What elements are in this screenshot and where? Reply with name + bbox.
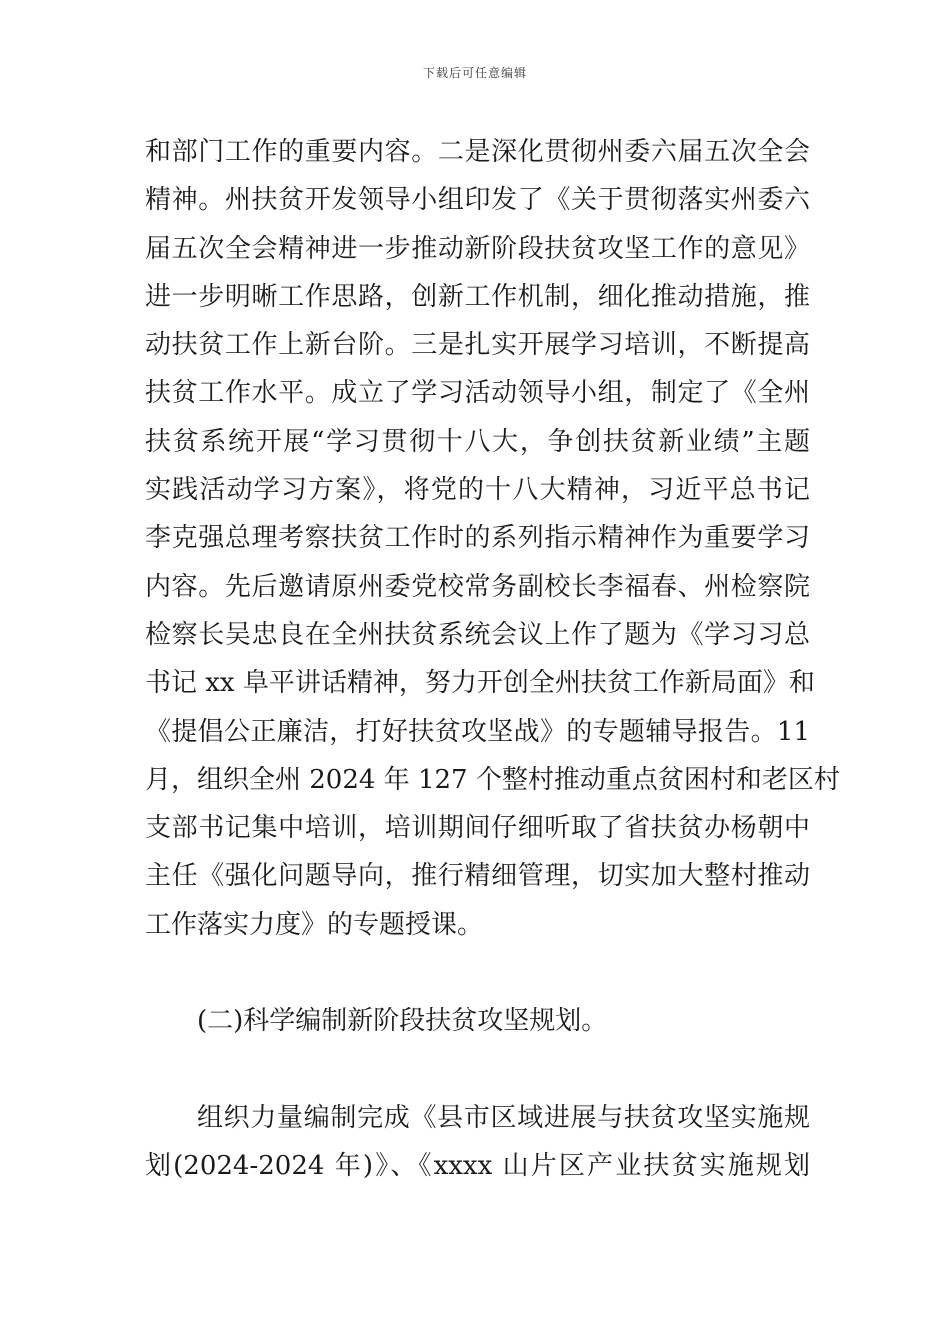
text-line: 届五次全会精神进一步推动新阶段扶贫攻坚工作的意见》 — [145, 233, 810, 264]
page-header-note: 下载后可任意编辑 — [422, 66, 527, 80]
text-line: 检察长吴忠良在全州扶贫系统会议上作了题为《学习习总 — [145, 619, 810, 650]
text-line: 内容。先后邀请原州委党校常务副校长李福春、州检察院 — [145, 571, 810, 602]
paragraph-1 — [145, 128, 840, 949]
text-line: 和部门工作的重要内容。二是深化贯彻州委六届五次全会 — [145, 137, 810, 167]
text-line: 支部书记集中培训，培训期间仔细听取了省扶贫办杨朝中 — [145, 813, 810, 844]
text-line: 动扶贫工作上新台阶。三是扎实开展学习培训，不断提高 — [145, 330, 810, 361]
paragraph-gap — [145, 949, 810, 997]
text-line: 实践活动学习方案》，将党的十八大精神，习近平总书记 — [145, 475, 810, 506]
text-line: 书记 xx 阜平讲话精神，努力开创全州扶贫工作新局面》和 — [145, 668, 815, 699]
text-line: 精神。州扶贫开发领导小组印发了《关于贯彻落实州委六 — [145, 185, 810, 216]
text-line: 月，组织全州 2024 年 127 个整村推动重点贫困村和老区村 — [145, 764, 840, 795]
text-line: 主任《强化问题导向，推行精细管理，切实加大整村推动 — [145, 861, 810, 892]
text-line: 扶贫系统开展“学习贯彻十八大，争创扶贫新业绩”主题 — [145, 426, 810, 457]
section-heading — [145, 997, 810, 1045]
document-body — [145, 128, 840, 1191]
text-line: 李克强总理考察扶贫工作时的系列指示精神作为重要学习 — [145, 523, 810, 554]
text-line: 进一步明晰工作思路，创新工作机制，细化推动措施，推 — [145, 281, 810, 312]
text-line: 扶贫工作水平。成立了学习活动领导小组，制定了《全州 — [145, 378, 810, 409]
heading-line: (二)科学编制新阶段扶贫攻坚规划。 — [197, 1006, 608, 1037]
text-line: 划(2024-2024 年)》、《xxxx 山片区产业扶贫实施规划 — [145, 1151, 810, 1182]
text-line: 《提倡公正廉洁，打好扶贫攻坚战》的专题辅导报告。11 — [145, 716, 810, 747]
paragraph-gap — [145, 1046, 810, 1094]
text-line: 工作落实力度》的专题授课。 — [145, 909, 484, 940]
paragraph-3 — [145, 1094, 810, 1191]
text-line: 组织力量编制完成《县市区域进展与扶贫攻坚实施规 — [197, 1102, 810, 1133]
